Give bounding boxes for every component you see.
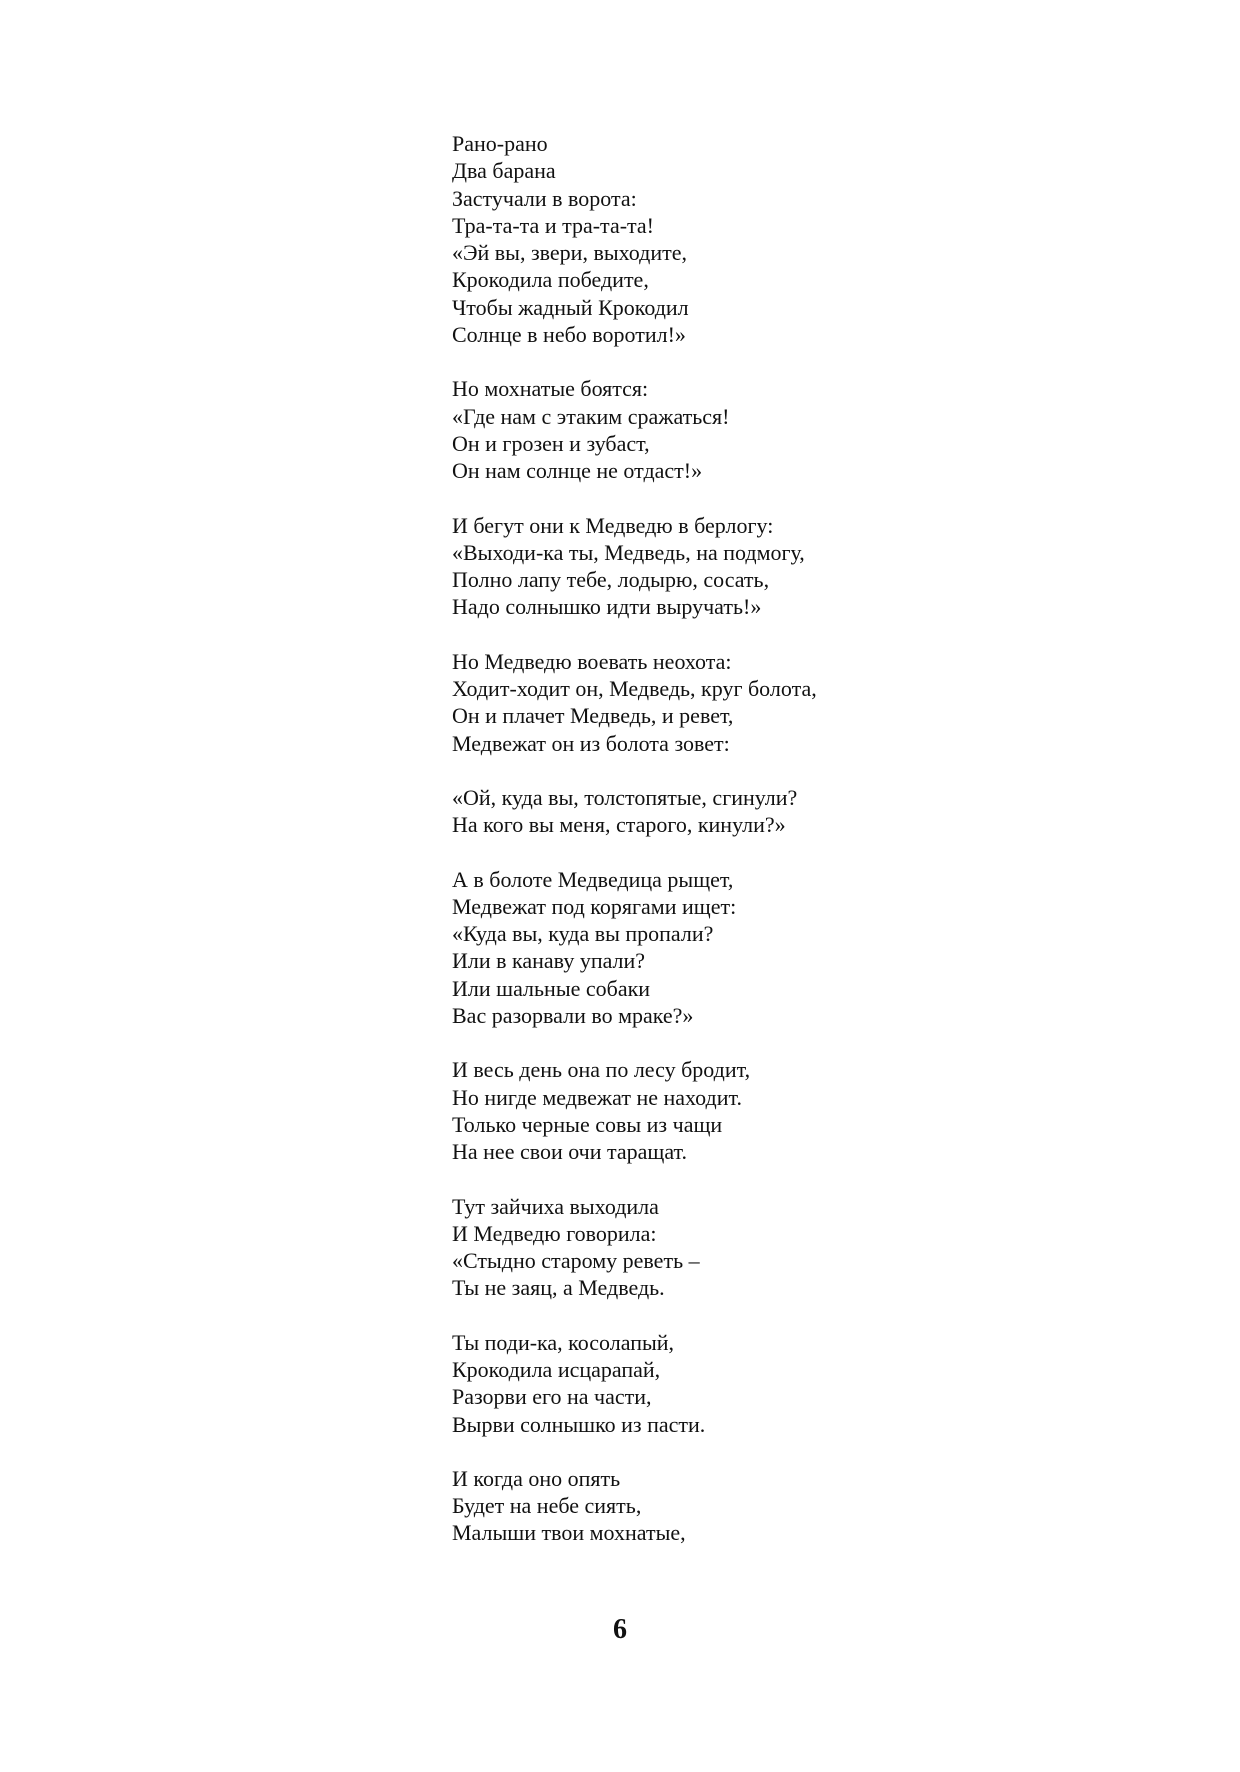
poem-text [452, 130, 1152, 1574]
poem-line: Медвежат он из болота зовет: [452, 730, 730, 756]
poem-line: А в болоте Медведица рыщет, [452, 866, 734, 892]
poem-line: Вас разорвали во мраке?» [452, 1003, 694, 1029]
poem-line: Он и грозен и зубаст, [452, 430, 650, 456]
stanza-2 [452, 375, 1152, 484]
poem-line: «Эй вы, звери, выходите, [452, 240, 687, 266]
poem-line: Малыши твои мохнатые, [452, 1520, 686, 1546]
poem-line: Медвежат под корягами ищет: [452, 893, 737, 919]
poem-line: Или шальные собаки [452, 975, 651, 1001]
poem-line: Только черные совы из чащи [452, 1111, 723, 1137]
poem-line: Крокодила победите, [452, 267, 649, 293]
stanza-6 [452, 866, 1152, 1030]
page-number: 6 [613, 1614, 627, 1645]
poem-line: Тут зайчиха выходила [452, 1193, 659, 1219]
poem-line: «Где нам с этаким сражаться! [452, 403, 730, 429]
poem-line: Он нам солнце не отдаст!» [452, 458, 703, 484]
poem-line: Надо солнышко идти выручать!» [452, 594, 762, 620]
poem-line: «Стыдно старому реветь – [452, 1248, 700, 1274]
poem-line: Застучали в ворота: [452, 185, 637, 211]
poem-line: Он и плачет Медведь, и ревет, [452, 703, 734, 729]
stanza-9 [452, 1329, 1152, 1438]
stanza-7 [452, 1056, 1152, 1165]
stanza-4 [452, 648, 1152, 757]
poem-line: Ты поди-ка, косолапый, [452, 1329, 675, 1355]
poem-line: На кого вы меня, старого, кинули?» [452, 812, 786, 838]
poem-line: Тра-та-та и тра-та-та! [452, 212, 655, 238]
poem-line: Но Медведю воевать неохота: [452, 648, 732, 674]
poem-line: Но нигде медвежат не находит. [452, 1084, 742, 1110]
poem-line: «Ой, куда вы, толстопятые, сгинули? [452, 784, 798, 810]
poem-line: Разорви его на части, [452, 1384, 652, 1410]
poem-line: Или в канаву упали? [452, 948, 646, 974]
poem-line: Ходит-ходит он, Медведь, круг болота, [452, 676, 817, 702]
stanza-3 [452, 512, 1152, 621]
stanza-10 [452, 1465, 1152, 1547]
poem-line: Чтобы жадный Крокодил [452, 294, 689, 320]
poem-line: Ты не заяц, а Медведь. [452, 1275, 665, 1301]
poem-line: На нее свои очи таращат. [452, 1139, 688, 1165]
poem-line: Полно лапу тебе, лодырю, сосать, [452, 567, 770, 593]
poem-line: «Выходи-ка ты, Медведь, на подмогу, [452, 539, 805, 565]
poem-line: Крокодила исцарапай, [452, 1356, 661, 1382]
poem-line: Два барана [452, 158, 556, 184]
poem-line: И Медведю говорила: [452, 1220, 657, 1246]
poem-line: И весь день она по лесу бродит, [452, 1057, 751, 1083]
stanza-1 [452, 130, 1152, 348]
poem-line: Солнце в небо воротил!» [452, 322, 686, 348]
poem-line: И когда оно опять [452, 1465, 621, 1491]
poem-line: Будет на небе сиять, [452, 1493, 642, 1519]
poem-line: «Куда вы, куда вы пропали? [452, 921, 714, 947]
stanza-5 [452, 784, 1152, 839]
poem-line: Но мохнатые боятся: [452, 376, 649, 402]
stanza-8 [452, 1193, 1152, 1302]
poem-line: И бегут они к Медведю в берлогу: [452, 512, 774, 538]
poem-line: Вырви солнышко из пасти. [452, 1411, 706, 1437]
poem-line: Рано-рано [452, 131, 548, 156]
